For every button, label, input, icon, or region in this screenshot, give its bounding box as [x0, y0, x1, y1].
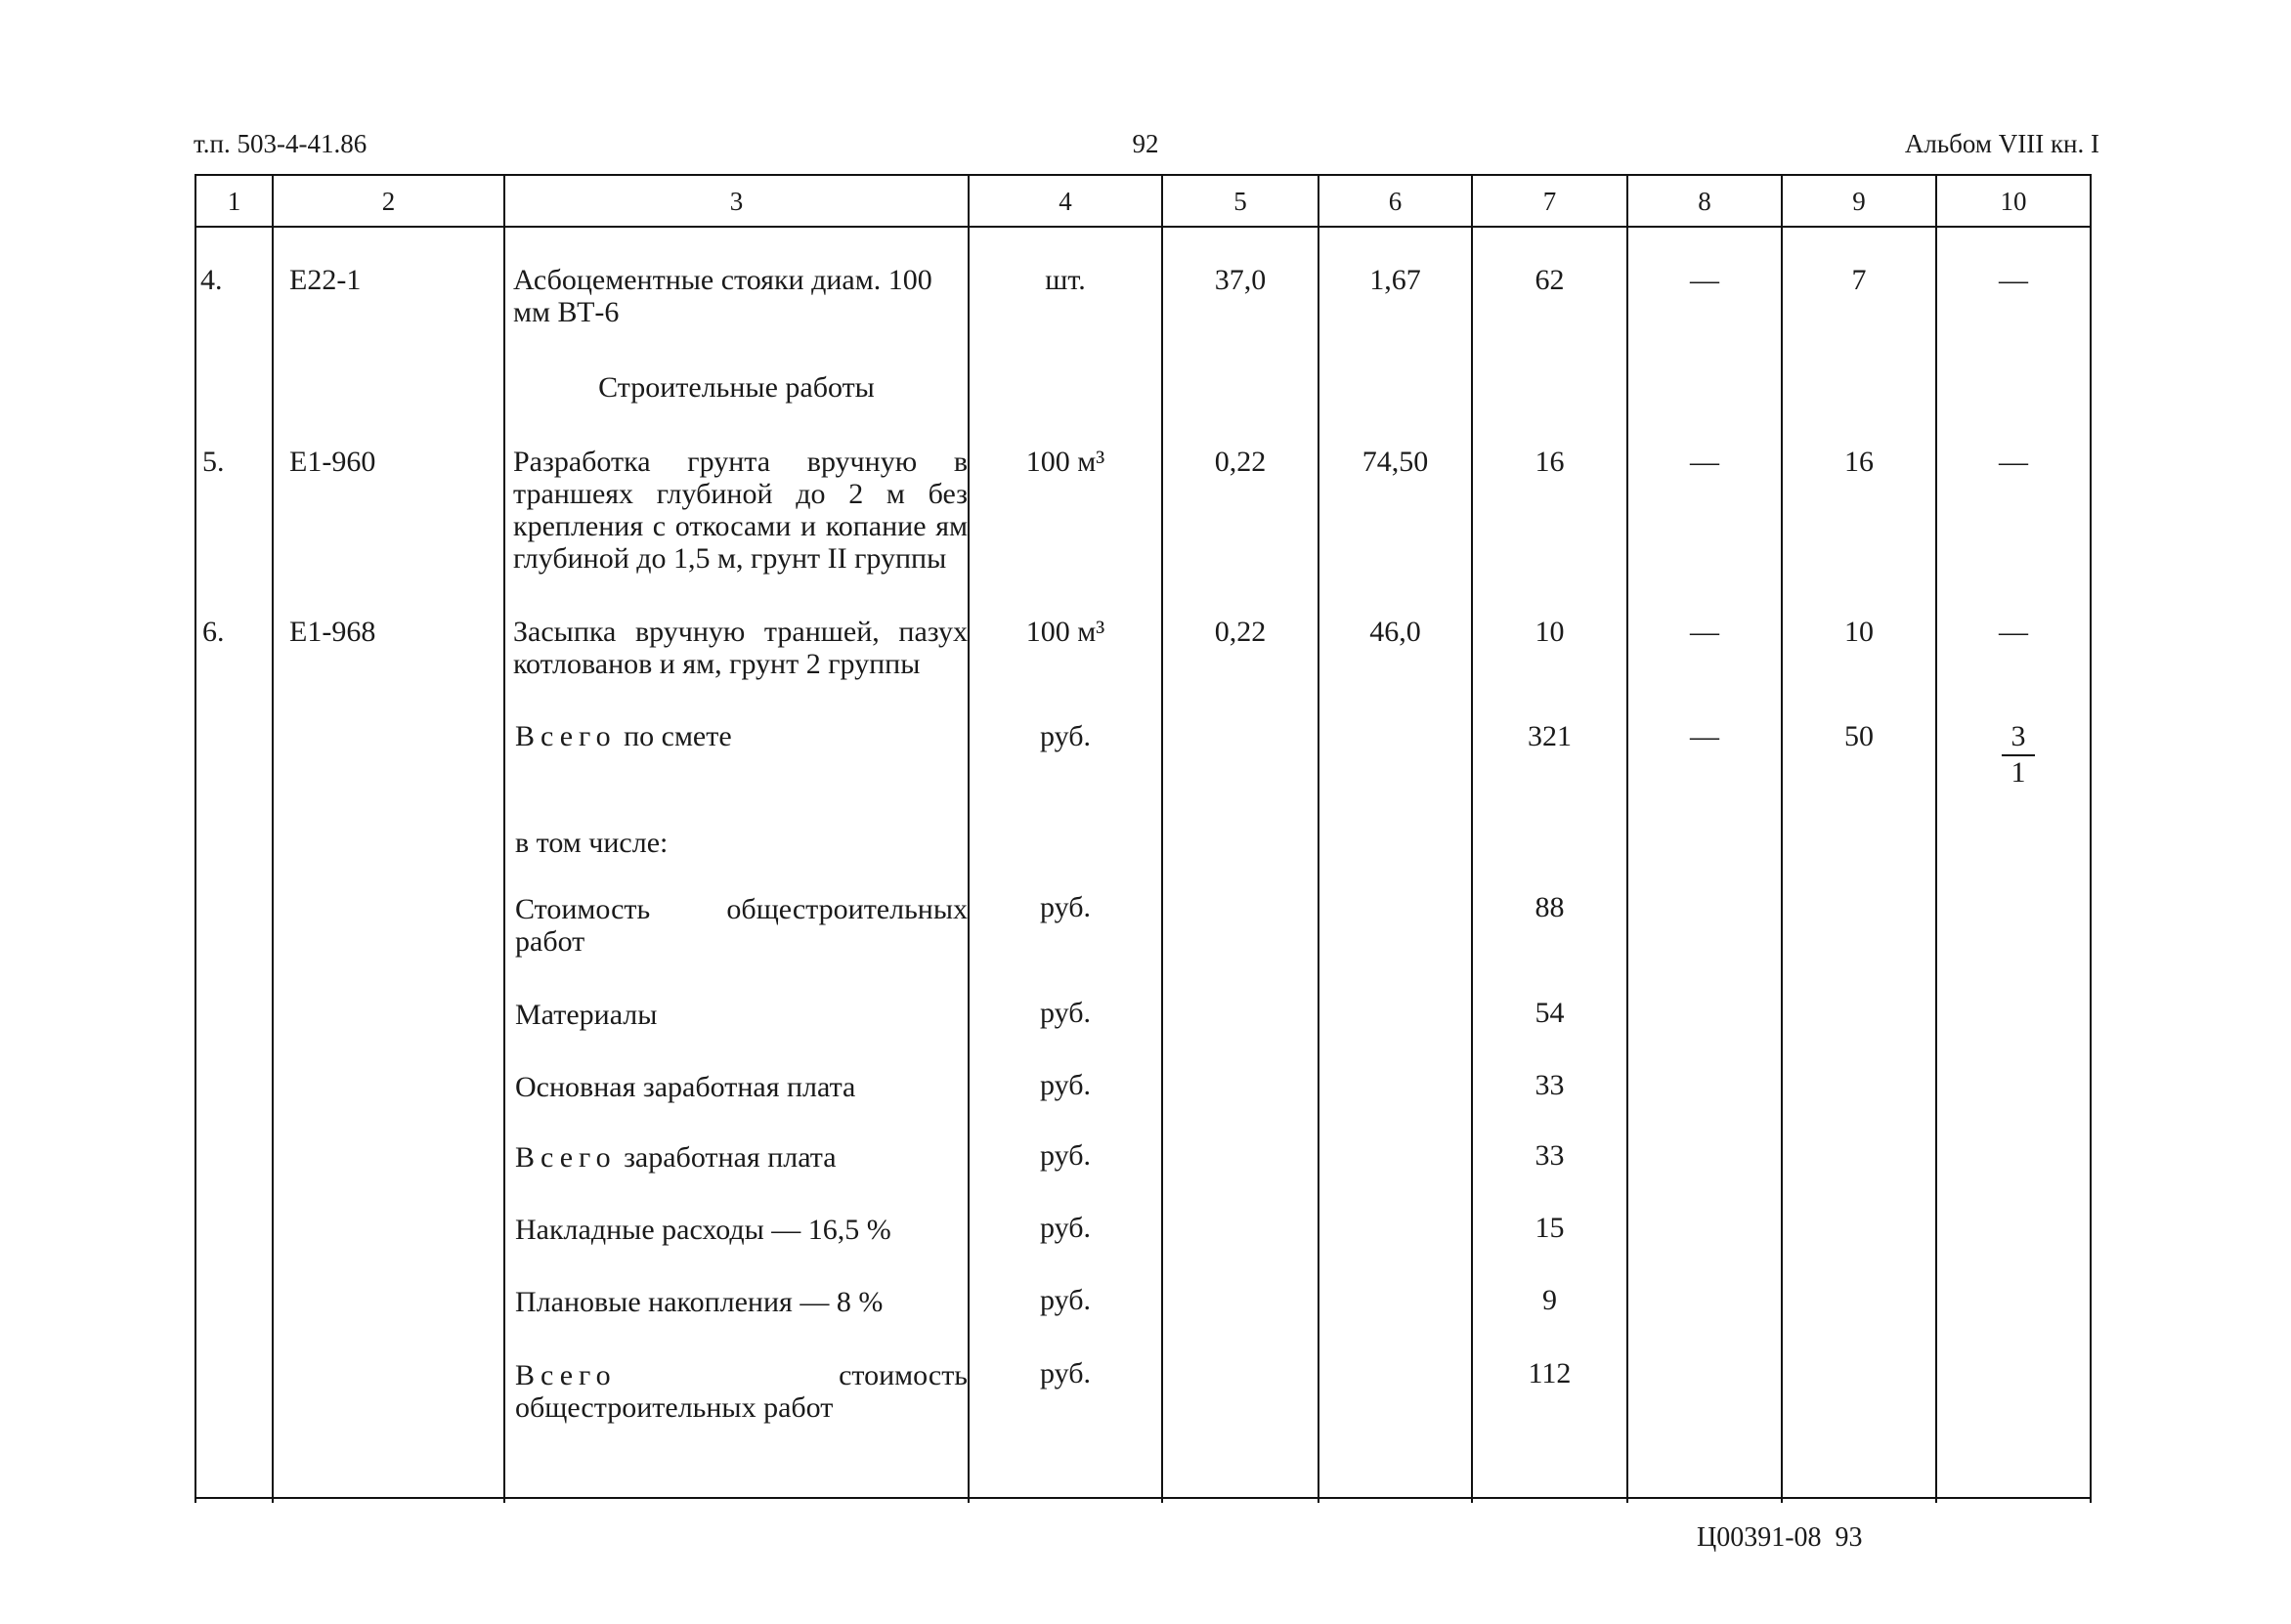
- column-number: 2: [381, 187, 396, 216]
- work-description: Стоимость общестроительных работ: [515, 893, 968, 958]
- column-10-value: —: [1999, 446, 2028, 478]
- column-divider: [1781, 174, 1783, 1503]
- total-label-rest: по смете: [616, 720, 732, 752]
- total-cost: 33: [1535, 1139, 1565, 1172]
- column-10-value: —: [1999, 616, 2028, 648]
- work-description: [515, 1359, 975, 1424]
- total-cost: 16: [1535, 446, 1565, 478]
- total-cost: 33: [1535, 1069, 1565, 1101]
- unit: руб.: [1040, 891, 1091, 923]
- total-cost: 88: [1535, 891, 1565, 923]
- column-number: 7: [1542, 187, 1557, 216]
- total-cost: 62: [1535, 264, 1565, 296]
- column-number: 9: [1852, 187, 1866, 216]
- column-divider: [195, 174, 196, 1503]
- work-description: Плановые накопления — 8 %: [515, 1286, 884, 1318]
- column-number: 5: [1233, 187, 1247, 216]
- column-number: 3: [729, 187, 744, 216]
- column-9-value: 7: [1851, 264, 1867, 296]
- table-bottom-border: [195, 1497, 2092, 1499]
- footer-code: Ц00391-08 93: [1697, 1522, 1863, 1553]
- unit: руб.: [1040, 1139, 1091, 1172]
- album-label: Альбом VIII кн. I: [1904, 129, 2099, 158]
- column-divider: [1935, 174, 1937, 1503]
- including-label: в том числе:: [515, 827, 669, 859]
- column-9-value: 10: [1844, 616, 1874, 648]
- column-8-value: —: [1690, 446, 1719, 478]
- unit: руб.: [1040, 997, 1091, 1029]
- column-number: 4: [1059, 187, 1072, 216]
- work-description: Основная заработная плата: [515, 1071, 856, 1103]
- page-number: 92: [1132, 129, 1159, 158]
- work-description: [515, 1141, 837, 1174]
- unit-price: 46,0: [1369, 616, 1421, 648]
- work-description: Разработка грунта вручную в траншеях глубиной до 2 м без крепления с откосами и копание ям глубиной до 1,5 м, грунт II группы: [513, 446, 968, 575]
- unit-price: 1,67: [1369, 264, 1421, 296]
- work-description: Материалы: [515, 999, 658, 1031]
- unit: руб.: [1040, 1357, 1091, 1389]
- row-number: 5.: [202, 446, 225, 478]
- column-divider: [1318, 174, 1319, 1503]
- unit: руб.: [1040, 1212, 1091, 1244]
- column-10-fraction: [1984, 720, 2053, 789]
- total-cost: 112: [1528, 1357, 1572, 1389]
- quantity: 0,22: [1214, 616, 1267, 648]
- column-divider: [1626, 174, 1628, 1503]
- fraction-numerator: 3: [2010, 720, 2026, 752]
- column-divider: [1161, 174, 1163, 1503]
- norm-code: Е1-968: [289, 616, 376, 648]
- work-description: Асбоцементные стояки диам. 100 мм ВТ-6: [513, 264, 932, 328]
- total-label: [515, 720, 732, 752]
- column-number: 10: [2000, 187, 2027, 216]
- quantity: 37,0: [1214, 264, 1267, 296]
- column-number: 1: [227, 187, 241, 216]
- unit: 100 м³: [1025, 446, 1105, 478]
- unit: руб.: [1040, 1284, 1091, 1316]
- column-9-value: 50: [1844, 720, 1874, 752]
- quantity: 0,22: [1214, 446, 1267, 478]
- column-number: 6: [1388, 187, 1403, 216]
- unit: руб.: [1040, 1069, 1091, 1101]
- norm-code: Е22-1: [289, 264, 362, 296]
- section-title: Строительные работы: [598, 371, 875, 404]
- total-cost: 321: [1528, 720, 1572, 752]
- unit: 100 м³: [1025, 616, 1105, 648]
- norm-code: Е1-960: [289, 446, 376, 478]
- work-description: Засыпка вручную траншей, пазух котлованов и ям, грунт 2 группы: [513, 616, 968, 680]
- row-number: 4.: [200, 264, 223, 296]
- column-9-value: 16: [1844, 446, 1874, 478]
- total-cost: 54: [1535, 997, 1565, 1029]
- total-label-spaced: Всего: [515, 720, 617, 752]
- total-cost: 15: [1535, 1212, 1565, 1244]
- unit: шт.: [1045, 264, 1086, 296]
- work-description: Накладные расходы — 16,5 %: [515, 1214, 891, 1246]
- column-number: 8: [1698, 187, 1711, 216]
- total-label-spaced: Всего: [515, 1359, 617, 1391]
- total-cost: 9: [1542, 1284, 1557, 1316]
- column-8-value: —: [1690, 616, 1719, 648]
- total-label-spaced: Всего: [515, 1141, 617, 1174]
- column-8-value: —: [1690, 720, 1719, 752]
- column-divider: [272, 174, 274, 1503]
- fraction-denominator: 1: [2010, 756, 2026, 789]
- total-cost: 10: [1535, 616, 1565, 648]
- column-10-value: —: [1999, 264, 2028, 296]
- column-8-value: —: [1690, 264, 1719, 296]
- total-label-rest: стоимость общестроительных работ: [515, 1359, 975, 1424]
- unit: руб.: [1040, 720, 1091, 752]
- row-number: 6.: [202, 616, 225, 648]
- unit-price: 74,50: [1362, 446, 1429, 478]
- column-divider: [2090, 174, 2092, 1503]
- document-code: т.п. 503-4-41.86: [194, 129, 367, 158]
- total-label-rest: заработная плата: [616, 1141, 837, 1174]
